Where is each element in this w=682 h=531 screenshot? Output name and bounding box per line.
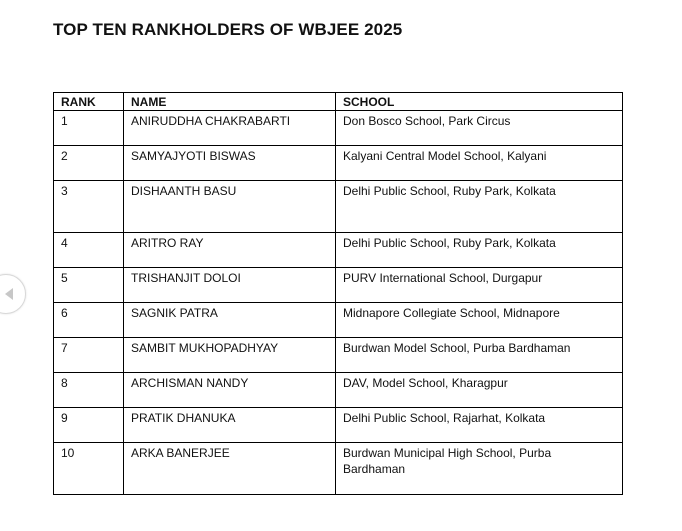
name-cell: DISHAANTH BASU bbox=[124, 181, 336, 233]
school-cell: Burdwan Municipal High School, Purba Bardhaman bbox=[336, 443, 623, 495]
name-cell: ANIRUDDHA CHAKRABARTI bbox=[124, 111, 336, 146]
rank-cell: 10 bbox=[54, 443, 124, 495]
school-cell: Kalyani Central Model School, Kalyani bbox=[336, 146, 623, 181]
name-cell: SAMYAJYOTI BISWAS bbox=[124, 146, 336, 181]
table-row bbox=[54, 233, 623, 268]
rank-cell: 6 bbox=[54, 303, 124, 338]
page-title: TOP TEN RANKHOLDERS OF WBJEE 2025 bbox=[53, 20, 403, 39]
name-cell: ARCHISMAN NANDY bbox=[124, 373, 336, 408]
rank-cell: 4 bbox=[54, 233, 124, 268]
name-cell: ARITRO RAY bbox=[124, 233, 336, 268]
table-row bbox=[54, 181, 623, 233]
rank-cell: 1 bbox=[54, 111, 124, 146]
rank-cell: 3 bbox=[54, 181, 124, 233]
school-cell: Delhi Public School, Rajarhat, Kolkata bbox=[336, 408, 623, 443]
table-row bbox=[54, 338, 623, 373]
column-header-name: NAME bbox=[124, 93, 336, 111]
name-cell: PRATIK DHANUKA bbox=[124, 408, 336, 443]
school-cell: Don Bosco School, Park Circus bbox=[336, 111, 623, 146]
table-row bbox=[54, 268, 623, 303]
rankholders-table bbox=[53, 92, 623, 495]
rank-cell: 7 bbox=[54, 338, 124, 373]
table-row bbox=[54, 146, 623, 181]
name-cell: ARKA BANERJEE bbox=[124, 443, 336, 495]
name-cell: SAGNIK PATRA bbox=[124, 303, 336, 338]
table-row bbox=[54, 443, 623, 495]
table-header-row bbox=[54, 93, 623, 111]
school-cell: PURV International School, Durgapur bbox=[336, 268, 623, 303]
school-cell: Burdwan Model School, Purba Bardhaman bbox=[336, 338, 623, 373]
school-cell: Midnapore Collegiate School, Midnapore bbox=[336, 303, 623, 338]
table-row bbox=[54, 111, 623, 146]
table-row bbox=[54, 408, 623, 443]
rank-cell: 8 bbox=[54, 373, 124, 408]
rank-cell: 9 bbox=[54, 408, 124, 443]
name-cell: TRISHANJIT DOLOI bbox=[124, 268, 336, 303]
rank-cell: 5 bbox=[54, 268, 124, 303]
name-cell: SAMBIT MUKHOPADHYAY bbox=[124, 338, 336, 373]
table-row bbox=[54, 373, 623, 408]
column-header-school: SCHOOL bbox=[336, 93, 623, 111]
rank-cell: 2 bbox=[54, 146, 124, 181]
school-cell: DAV, Model School, Kharagpur bbox=[336, 373, 623, 408]
column-header-rank: RANK bbox=[54, 93, 124, 111]
table-row bbox=[54, 303, 623, 338]
school-cell: Delhi Public School, Ruby Park, Kolkata bbox=[336, 233, 623, 268]
chevron-left-icon bbox=[4, 287, 14, 301]
previous-page-button[interactable] bbox=[0, 274, 26, 314]
school-cell: Delhi Public School, Ruby Park, Kolkata bbox=[336, 181, 623, 233]
